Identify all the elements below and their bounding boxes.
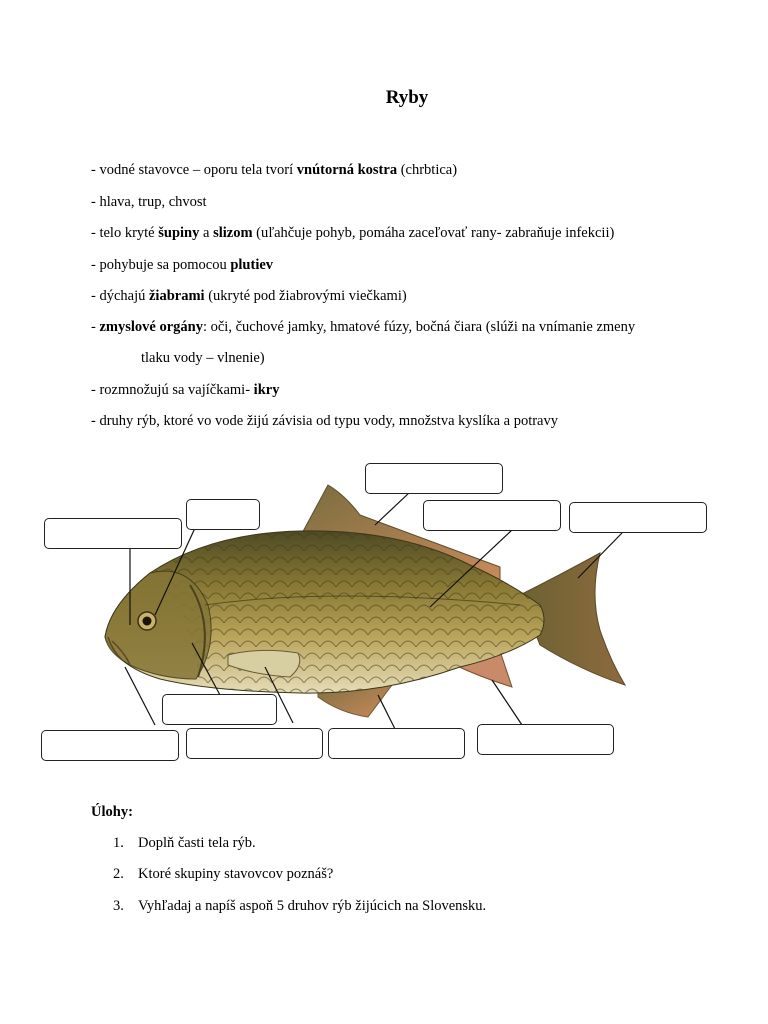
bullet-keyword: žiabrami (148, 288, 205, 304)
task-number: 1. (113, 835, 124, 851)
bullet-text: (chrbtica) (397, 162, 458, 178)
bullet-keyword: vnútorná kostra (296, 162, 398, 178)
bullet-text: (uľahčuje pohyb, pomáha zaceľovať rany- zabraňuje infekcii) (252, 225, 615, 241)
label-box-pelvic-fin[interactable] (328, 728, 465, 759)
label-box-head[interactable] (44, 518, 182, 549)
label-box-pectoral-fin[interactable] (186, 728, 323, 759)
bullet-text: - dýchajú (91, 288, 149, 304)
bullet-keyword: plutiev (230, 257, 274, 273)
bullet-text: - telo kryté (91, 225, 159, 241)
page-title: Ryby (385, 87, 429, 108)
bullet-line (91, 318, 635, 336)
fish-diagram (0, 455, 768, 775)
bullet-keyword: ikry (253, 382, 280, 398)
bullet-text: a (199, 225, 214, 241)
label-box-anal-fin[interactable] (477, 724, 614, 755)
task-text: Vyhľadaj a napíš aspoň 5 druhov rýb žijúcich na Slovensku. (138, 898, 487, 914)
bullet-line (91, 256, 273, 274)
bullet-text: - pohybuje sa pomocou (91, 257, 231, 273)
bullet-keyword: slizom (213, 225, 253, 241)
bullet-text: (ukryté pod žiabrovými viečkami) (204, 288, 407, 304)
task-item (113, 835, 256, 852)
bullet-text: - druhy rýb, ktoré vo vode žijú závisia od typu vody, množstva kyslíka a potravy (91, 413, 558, 429)
tasks-heading: Úlohy: (91, 804, 133, 820)
label-box-gill-cover[interactable] (162, 694, 277, 725)
bullet-keyword: šupiny (158, 225, 200, 241)
bullet-text: tlaku vody – vlnenie) (141, 350, 265, 366)
task-number: 3. (113, 898, 124, 914)
task-number: 2. (113, 866, 124, 882)
task-item (113, 898, 486, 915)
task-item (113, 866, 333, 883)
bullet-line (91, 193, 207, 211)
bullet-keyword: zmyslové orgány (99, 319, 203, 335)
bullet-line (91, 161, 457, 179)
label-box-tail-fin[interactable] (569, 502, 707, 533)
task-text: Ktoré skupiny stavovcov poznáš? (138, 866, 334, 882)
bullet-line (91, 412, 558, 430)
bullet-line (91, 287, 407, 305)
task-text: Doplň časti tela rýb. (138, 835, 256, 851)
label-box-barbels[interactable] (41, 730, 179, 761)
bullet-text: - (91, 319, 100, 335)
bullet-line (141, 349, 265, 367)
bullet-line (91, 381, 279, 399)
bullet-text: - hlava, trup, chvost (91, 194, 207, 210)
bullet-text: - rozmnožujú sa vajíčkami- (91, 382, 254, 398)
label-box-lateral-line[interactable] (423, 500, 561, 531)
label-box-eye[interactable] (186, 499, 260, 530)
label-box-dorsal-fin[interactable] (365, 463, 503, 494)
bullet-text: - vodné stavovce – oporu tela tvorí (91, 162, 297, 178)
bullet-text: : oči, čuchové jamky, hmatové fúzy, bočná čiara (slúži na vnímanie zmeny (202, 319, 636, 335)
fish-head (105, 571, 211, 679)
bullet-line (91, 224, 614, 242)
